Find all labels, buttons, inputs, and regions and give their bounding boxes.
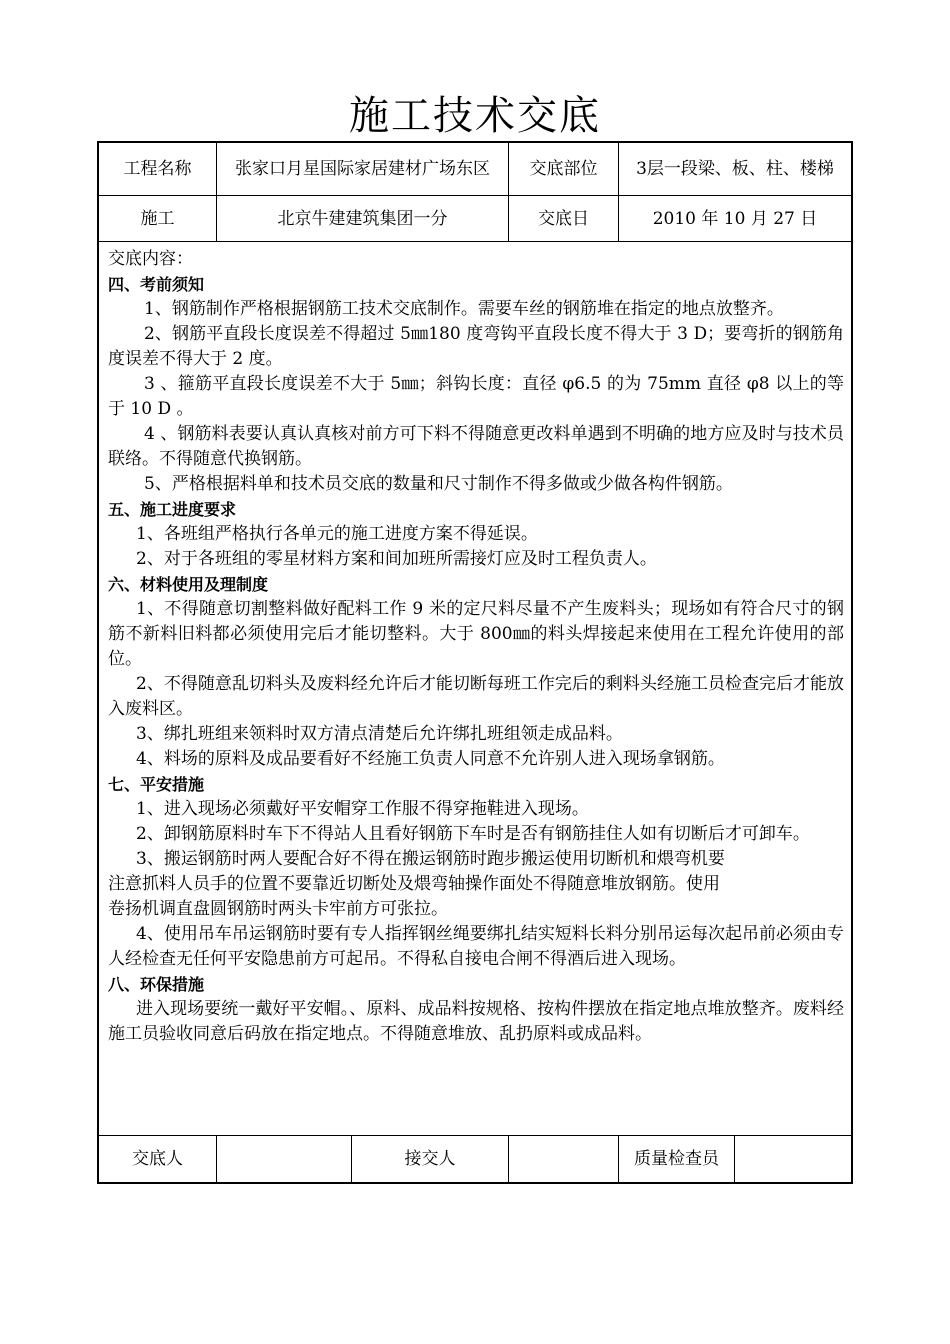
section-6-item-2: 2、不得随意乱切料头及废料经允许后才能切断每班工作完后的剩料头经施工员检查完后才能放入废料区。 bbox=[108, 674, 844, 719]
section-7-title: 七、平安措施 bbox=[108, 775, 205, 794]
section-4-item-2: 2、钢筋平直段长度误差不得超过 5㎜180 度弯钩平直段长度不得大于 3 D；要弯折的钢筋角度误差不得大于 2 度。 bbox=[108, 324, 844, 369]
header-bottom-divider bbox=[99, 241, 851, 242]
project-name-value: 张家口月星国际家居建材广场东区 bbox=[235, 159, 490, 179]
section-4-title: 四、考前须知 bbox=[108, 275, 205, 294]
disclosure-part-value: 3层一段梁、板、柱、楼梯 bbox=[636, 159, 834, 179]
construction-unit-value: 北京牛建建筑集团一分 bbox=[277, 208, 448, 229]
quality-inspector-label: 质量检查员 bbox=[634, 1149, 719, 1169]
disclosure-table bbox=[97, 141, 853, 1184]
section-6-item-4: 4、料场的原料及成品要看好不经施工负责人同意不允许别人进入现场拿钢筋。 bbox=[136, 749, 725, 769]
construction-unit-label: 施工 bbox=[140, 208, 175, 229]
section-7-item-1: 1、进入现场必须戴好平安帽穿工作服不得穿拖鞋进入现场。 bbox=[136, 799, 589, 819]
section-5-item-1: 1、各班组严格执行各单元的施工进度方案不得延误。 bbox=[136, 524, 538, 544]
discloser-signature-field[interactable] bbox=[217, 1136, 351, 1182]
section-7-item-4: 4、使用吊车吊运钢筋时要有专人指挥钢丝绳要绑扎结实短料长料分别吊运每次起吊前必须由专人经检查无任何平安隐患前方可起吊。不得私自接电合闸不得酒后进入现场。 bbox=[108, 924, 844, 969]
receiver-label: 接交人 bbox=[404, 1149, 456, 1169]
section-4-item-1: 1、钢筋制作严格根据钢筋工技术交底制作。需要车丝的钢筋堆在指定的地点放整齐。 bbox=[144, 299, 784, 319]
section-8-title: 八、环保措施 bbox=[108, 975, 205, 994]
discloser-label: 交底人 bbox=[132, 1149, 183, 1169]
section-8-item-1: 进入现场要统一戴好平安帽。、原料、成品料按规格、按构件摆放在指定地点堆放整齐。废料经施工员验收同意后码放在指定地点。不得随意堆放、乱扔原料或成品料。 bbox=[108, 999, 844, 1044]
receiver-signature-field[interactable] bbox=[509, 1136, 618, 1182]
project-name-label: 工程名称 bbox=[123, 159, 192, 179]
section-6-item-3: 3、绑扎班组来领料时双方清点清楚后允许绑扎班组领走成品料。 bbox=[136, 724, 623, 744]
quality-inspector-signature-field[interactable] bbox=[735, 1136, 851, 1182]
disclosure-date-label: 交底日 bbox=[538, 208, 589, 229]
section-5-item-2: 2、对于各班组的零星材料方案和间加班所需接灯应及时工程负责人。 bbox=[136, 549, 657, 569]
section-7-item-2: 2、卸钢筋原料时车下不得站人且看好钢筋下车时是否有钢筋挂住人如有切断后才可卸车。 bbox=[136, 824, 810, 844]
content-intro: 交底内容： bbox=[108, 249, 193, 269]
section-4-item-5: 5、严格根据料单和技术员交底的数量和尺寸制作不得多做或少做各构件钢筋。 bbox=[144, 474, 733, 494]
page-title: 施工技术交底 bbox=[349, 93, 601, 139]
disclosure-content bbox=[108, 247, 844, 1047]
section-5-title: 五、施工进度要求 bbox=[108, 500, 237, 519]
section-7-item-3-line-3: 卷扬机调直盘圆钢筋时两头卡牢前方可张拉。 bbox=[108, 899, 448, 919]
section-6-item-1: 1、不得随意切割整料做好配料工作 9 米的定尺料尽量不产生废料头；现场如有符合尺寸的钢筋不新料旧料都必须使用完后才能切整料。大于 800㎜的料头焊接起来使用在工程允许使用的部位。 bbox=[108, 599, 844, 669]
section-4-item-3: 3 、箍筋平直段长度误差不大于 5㎜；斜钩长度：直径 φ6.5 的为 75mm 直径 φ8 以上的等于 10 D 。 bbox=[108, 374, 844, 419]
disclosure-part-label: 交底部位 bbox=[529, 159, 598, 179]
section-4-item-4: 4 、钢筋料表要认真认真核对前方可下料不得随意更改料单遇到不明确的地方应及时与技术员联络。不得随意代换钢筋。 bbox=[108, 424, 844, 469]
section-6-title: 六、材料使用及理制度 bbox=[108, 575, 269, 594]
section-7-item-3-line-1: 3、搬运钢筋时两人要配合好不得在搬运钢筋时跑步搬运使用切断机和煨弯机要 bbox=[136, 849, 725, 869]
section-7-item-3-line-2: 注意抓料人员手的位置不要靠近切断处及煨弯轴操作面处不得随意堆放钢筋。使用 bbox=[108, 874, 720, 894]
disclosure-date-value: 2010 年 10 月 27 日 bbox=[652, 208, 818, 229]
